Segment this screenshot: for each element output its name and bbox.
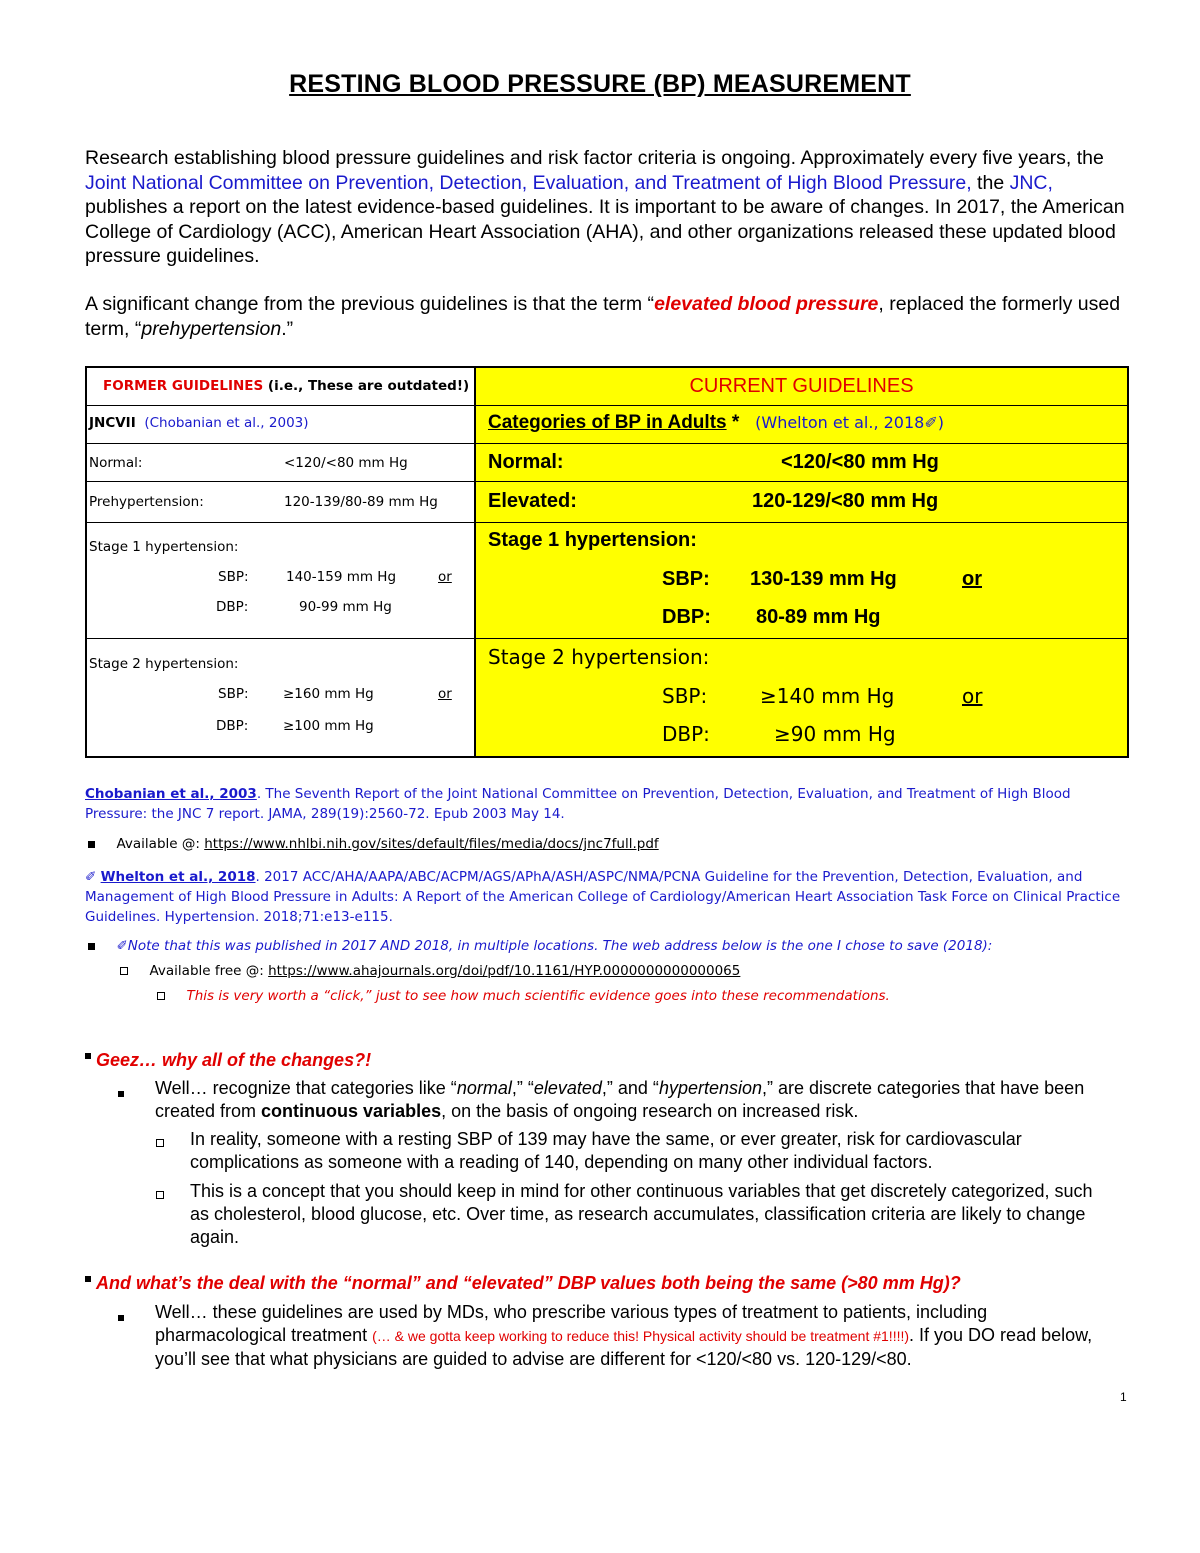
former-stage2-or: or xyxy=(438,686,452,702)
sub-bullet-2 xyxy=(156,1186,164,1204)
answer-2-text: Well… these guidelines are used by MDs, who prescribe various types of treatment to patients, including pharmacological treatment xyxy=(155,1302,988,1345)
current-stage2-label: Stage 2 hypertension: xyxy=(488,645,710,669)
whelton-note xyxy=(88,936,1128,956)
former-header-row xyxy=(87,368,474,406)
categories-cell xyxy=(488,412,944,434)
committee-name: Joint National Committee on Prevention, Detection, Evaluation, and Treatment of High Blood Pressure, xyxy=(85,171,972,194)
reference-whelton xyxy=(85,867,1125,927)
whelton-citation: . 2017 ACC/AHA/AAPA/ABC/ACPM/AGS/APhA/ASH/ASPC/NMA/PCNA Guideline for the Prevention, Detection, Evaluation, and Management of High Blood Pressure in Adults: A Report of the American College of Cardiology/American Heart Association Task Force on Clinical Practice Guidelines. Hypertension. 2018;71:e13-e115. xyxy=(85,869,1121,925)
worth-click-note xyxy=(157,986,1197,1006)
continuous-variables-term: continuous variables xyxy=(261,1101,442,1121)
answer-1-sub-2: This is a concept that you should keep in mind for other continuous variables that get discretely categorized, such as cholesterol, blood glucose, etc. Over time, as research accumulates, classification criteria are likely to change again. xyxy=(190,1181,1093,1247)
former-stage1-sbp-label: SBP: xyxy=(218,569,249,585)
treatment-note: (… & we gotta keep working to reduce this! Physical activity should be treatment #1!!!!) xyxy=(372,1328,910,1344)
available-label: Available @: xyxy=(116,836,205,852)
answer-1-text: Well… recognize that categories like “ xyxy=(155,1078,457,1098)
former-stage1-dbp-value: 90-99 mm Hg xyxy=(299,599,392,615)
square-bullet-icon xyxy=(88,841,95,848)
square-bullet-icon xyxy=(85,1276,91,1282)
page-title: RESTING BLOOD PRESSURE (BP) MEASUREMENT xyxy=(289,70,911,98)
former-normal-row xyxy=(87,444,474,482)
current-stage2-dbp-label: DBP: xyxy=(662,722,710,746)
hollow-bullet-icon xyxy=(156,1191,164,1199)
current-stage1-sbp-label: SBP: xyxy=(662,568,710,590)
answer-2-text: . If you DO read below, you’ll see that what physicians are guided to advise are different for <120/<80 vs. 120-129/<80. xyxy=(155,1325,1093,1369)
intro-text: Research establishing blood pressure guidelines and risk factor criteria is ongoing. Approximately every five years, the xyxy=(85,147,1104,169)
intro-text: publishes a report on the latest evidence-based guidelines. It is important to be aware of changes. In 2017, the American College of Cardiology (ACC), American Heart Association (AHA), and other organizations released these updated blood pressure guidelines. xyxy=(85,196,1125,267)
question-1 xyxy=(85,1049,1125,1072)
answer-1-text: ,” “ xyxy=(511,1078,534,1098)
former-stage2-dbp-label: DBP: xyxy=(216,718,249,734)
whelton-link[interactable]: Whelton et al., 2018 xyxy=(100,869,256,885)
current-categories-row xyxy=(476,406,1127,444)
current-stage1-or: or xyxy=(962,568,982,590)
change-paragraph xyxy=(85,292,1125,341)
former-header-note: (i.e., These are outdated!) xyxy=(263,378,470,394)
answer-1-bullet xyxy=(118,1085,124,1103)
answer-1-text: ,” and “ xyxy=(601,1078,659,1098)
current-stage2-dbp-value: ≥90 mm Hg xyxy=(774,722,896,746)
square-bullet-icon xyxy=(118,1315,124,1321)
hollow-bullet-icon xyxy=(156,1139,164,1147)
current-stage2-sbp-label: SBP: xyxy=(662,684,708,708)
hollow-bullet-icon xyxy=(157,992,165,1000)
categories-citation: (Whelton et al., 2018✐) xyxy=(755,413,944,432)
jnc-cell xyxy=(89,415,309,431)
answer-1-text: , on the basis of ongoing research on increased risk. xyxy=(441,1101,859,1121)
elevated-term: elevated blood pressure xyxy=(654,293,879,315)
former-normal-label: Normal: xyxy=(89,455,143,471)
former-stage1-or: or xyxy=(438,569,452,585)
current-normal-label: Normal: xyxy=(488,451,564,473)
square-bullet-icon xyxy=(88,943,95,950)
reference-chobanian xyxy=(85,784,1125,824)
current-normal-row xyxy=(476,444,1127,482)
whelton-url-link[interactable]: https://www.ahajournals.org/doi/pdf/10.1161/HYP.0000000000000065 xyxy=(268,963,741,979)
current-header-row xyxy=(476,368,1127,406)
categories-star: * xyxy=(726,412,740,433)
former-normal-value: <120/<80 mm Hg xyxy=(284,455,408,471)
former-jnc-row xyxy=(87,406,474,444)
answer-1-sub-1: In reality, someone with a resting SBP of 139 may have the same, or ever greater, risk for cardiovascular complications as someone with a reading of 140, depending on many other individual factors. xyxy=(190,1129,1022,1172)
available-free-label: Available free @: xyxy=(149,963,269,979)
current-header: CURRENT GUIDELINES xyxy=(689,375,914,397)
whelton-available xyxy=(120,961,1160,981)
square-bullet-icon xyxy=(118,1091,124,1097)
answer-2-bullet xyxy=(118,1309,124,1327)
former-stage1-dbp-label: DBP: xyxy=(216,599,249,615)
current-stage1-row xyxy=(476,523,1127,639)
current-guidelines-column xyxy=(474,368,1127,756)
former-prehyp-row xyxy=(87,482,474,523)
current-elevated-label: Elevated: xyxy=(488,490,577,512)
categories-label: Categories of BP in Adults xyxy=(488,412,727,433)
former-prehyp-value: 120-139/80-89 mm Hg xyxy=(284,494,438,510)
former-guidelines-column xyxy=(87,368,474,756)
former-stage1-label: Stage 1 hypertension: xyxy=(89,539,239,555)
question-1-text: Geez… why all of the changes?! xyxy=(96,1050,372,1070)
pencil-mark-icon: ✐ xyxy=(85,869,97,885)
former-prehyp-label: Prehypertension: xyxy=(89,494,204,510)
worth-click-text: This is very worth a “click,” just to see how much scientific evidence goes into these recommendations. xyxy=(186,988,890,1004)
current-stage1-label: Stage 1 hypertension: xyxy=(488,529,697,551)
answer-1 xyxy=(155,1077,1115,1123)
current-stage2-row xyxy=(476,639,1127,758)
current-stage2-sbp-value: ≥140 mm Hg xyxy=(760,684,895,708)
sub-bullet-1 xyxy=(156,1134,164,1152)
chobanian-available xyxy=(88,834,1128,854)
jnc-abbrev: JNC, xyxy=(1009,171,1053,194)
jnc-citation: (Chobanian et al., 2003) xyxy=(144,415,309,431)
former-header-label: FORMER GUIDELINES xyxy=(103,378,264,394)
former-stage2-sbp-value: ≥160 mm Hg xyxy=(283,686,374,702)
former-stage2-label: Stage 2 hypertension: xyxy=(89,656,239,672)
former-stage2-row xyxy=(87,639,474,758)
former-stage1-sbp-value: 140-159 mm Hg xyxy=(286,569,397,585)
question-2 xyxy=(85,1272,1135,1295)
square-bullet-icon xyxy=(85,1053,91,1059)
page-number: 1 xyxy=(1120,1390,1127,1404)
change-text: , replaced the formerly used term, “ xyxy=(85,293,1121,340)
current-normal-value: <120/<80 mm Hg xyxy=(781,451,939,473)
former-header xyxy=(103,378,469,394)
current-elevated-value: 120-129/<80 mm Hg xyxy=(752,490,939,512)
intro-paragraph xyxy=(85,146,1125,269)
current-stage2-or: or xyxy=(962,684,983,708)
normal-term: normal xyxy=(456,1078,512,1098)
elevated-term: elevated xyxy=(533,1078,602,1098)
intro-text: the xyxy=(971,171,1010,194)
answer-1-text: ,” are discrete categories that have been created from xyxy=(155,1078,1085,1121)
change-text: A significant change from the previous guidelines is that the term “ xyxy=(85,293,655,315)
former-stage2-dbp-value: ≥100 mm Hg xyxy=(283,718,374,734)
question-2-text: And what’s the deal with the “normal” and “elevated” DBP values both being the same (>80 mm Hg)? xyxy=(96,1273,961,1293)
hollow-bullet-icon xyxy=(120,967,128,975)
current-stage1-dbp-value: 80-89 mm Hg xyxy=(756,606,881,628)
prehypertension-term: prehypertension xyxy=(141,317,282,340)
former-stage2-sbp-label: SBP: xyxy=(218,686,249,702)
guidelines-table xyxy=(85,366,1129,758)
change-text: .” xyxy=(281,317,294,340)
publication-note: ✐Note that this was published in 2017 AND 2018, in multiple locations. The web address below is the one I chose to save (2018): xyxy=(116,938,993,954)
current-elevated-row xyxy=(476,482,1127,523)
hypertension-term: hypertension xyxy=(658,1078,763,1098)
chobanian-link[interactable]: Chobanian et al., 2003 xyxy=(85,786,257,802)
chobanian-citation: . The Seventh Report of the Joint National Committee on Prevention, Detection, Evaluation, and Treatment of High Blood Pressure: the JNC 7 report. JAMA, 289(19):2560-72. Epub 2003 May 14. xyxy=(85,786,1071,822)
current-stage1-sbp-value: 130-139 mm Hg xyxy=(750,568,897,590)
current-stage1-dbp-label: DBP: xyxy=(662,606,711,628)
chobanian-url-link[interactable]: https://www.nhlbi.nih.gov/sites/default/files/media/docs/jnc7full.pdf xyxy=(204,836,659,852)
former-stage1-row xyxy=(87,523,474,639)
answer-2 xyxy=(155,1301,1115,1371)
jnc-label: JNCVII xyxy=(89,415,136,431)
